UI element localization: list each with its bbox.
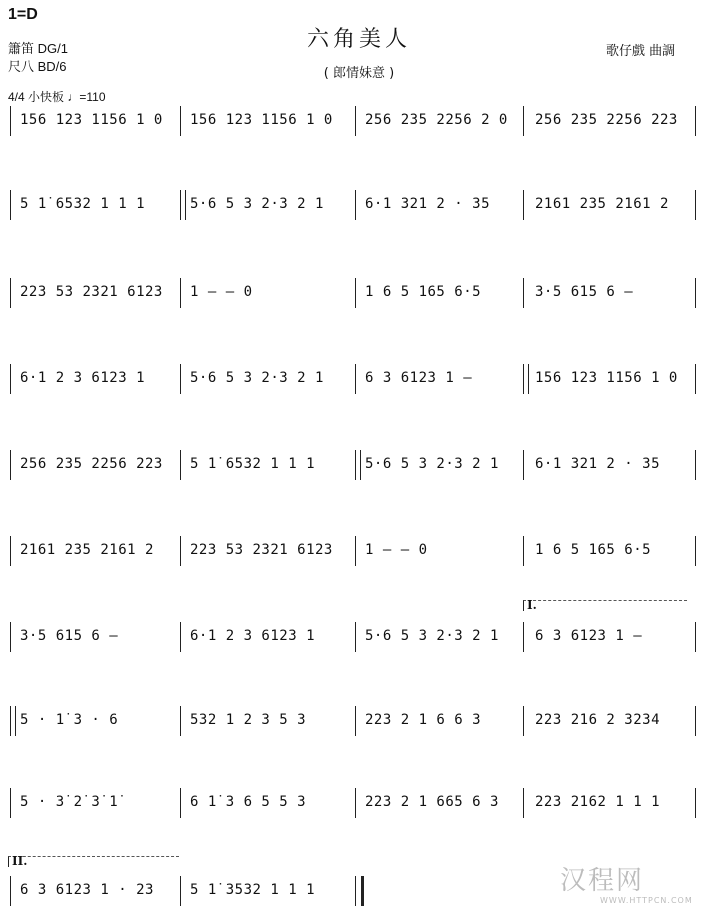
ending-1-label: I. [527,598,537,612]
subtitle: ( 郎情妹意 ) [323,66,395,81]
bar-line [10,450,11,480]
bar-line [355,364,356,394]
bar-line [695,536,696,566]
page-title: 六角美人 [306,27,411,52]
bar-line [10,536,11,566]
bar-line [180,536,181,566]
measure: 5·6 5 3 2·3 2 1 [190,196,324,212]
score-row [0,534,718,574]
bar-line [695,450,696,480]
bar-line [180,706,181,736]
measure: 5 · 1̇ 3 · 6 [20,712,119,728]
measure: 5 · 3̇ 2̇ 3̇ 1̇ [20,794,119,810]
measure: 6·1 2 3 6123 1 [20,370,146,386]
bar-line [10,706,16,736]
measure: 3·5 615 6 – [535,284,634,300]
bar-line [355,106,356,136]
bar-line [523,278,524,308]
bar-line [355,788,356,818]
instrument-1: 簫笛 DG/1 [8,41,68,56]
bar-line [523,788,524,818]
measure: 156 123 1156 1 0 [190,112,333,128]
score-row [0,362,718,402]
score-row [0,104,718,144]
score-row [0,786,718,826]
measure: 223 53 2321 6123 [190,542,333,558]
measure: 5 1̇ 3532 1 1 1 [190,882,316,898]
bar-line [10,364,11,394]
measure: 1 – – 0 [365,542,428,558]
bar-line [695,706,696,736]
bar-line [10,876,11,906]
measure: 156 123 1156 1 0 [20,112,163,128]
bar-line [355,622,356,652]
ending-2-bracket [8,856,179,867]
measure: 6 3 6123 1 – [365,370,473,386]
bar-line [180,622,181,652]
measure: 5·6 5 3 2·3 2 1 [190,370,324,386]
measure: 6·1 321 2 · 35 [365,196,491,212]
bar-line [10,622,11,652]
measure: 532 1 2 3 5 3 [190,712,307,728]
measure: 256 235 2256 223 [535,112,678,128]
measure: 3·5 615 6 – [20,628,119,644]
bar-line [10,190,11,220]
bar-line [355,706,356,736]
composer-credit: 歌仔戲 曲調 [606,44,676,59]
bar-line [355,450,361,480]
measure: 5 1̇ 6532 1 1 1 [20,196,146,212]
score-row [0,276,718,316]
bar-line [523,622,524,652]
measure: 223 53 2321 6123 [20,284,163,300]
bar-line [180,364,181,394]
measure: 223 2 1 665 6 3 [365,794,499,810]
measure: 223 2 1 6 6 3 [365,712,482,728]
bar-line [180,450,181,480]
instrument-2: 尺八 BD/6 [8,59,67,74]
bar-line [695,622,696,652]
bar-line [180,876,181,906]
bar-line [523,450,524,480]
watermark-logo: 汉程网 [560,866,645,896]
bar-line [10,788,11,818]
bar-line [523,106,524,136]
measure: 6 3 6123 1 – [535,628,643,644]
bar-line [695,364,696,394]
measure: 6·1 2 3 6123 1 [190,628,316,644]
measure: 2161 235 2161 2 [20,542,154,558]
score-row [0,620,718,660]
bar-line [180,190,186,220]
ending-1-bracket [523,600,687,611]
measure: 256 235 2256 2 0 [365,112,508,128]
bar-line [180,788,181,818]
measure: 2161 235 2161 2 [535,196,669,212]
measure: 5 1̇ 6532 1 1 1 [190,456,316,472]
bar-line [180,278,181,308]
measure: 223 2162 1 1 1 [535,794,661,810]
measure: 5·6 5 3 2·3 2 1 [365,456,499,472]
bar-line [355,536,356,566]
key-signature: 1=D [8,6,38,23]
bar-line [10,278,11,308]
bar-line [355,876,364,906]
ending-2-label: II. [12,854,28,868]
measure: 1 – – 0 [190,284,253,300]
bar-line [355,278,356,308]
score-row [0,448,718,488]
bar-line [695,190,696,220]
bar-line [523,536,524,566]
measure: 1 6 5 165 6·5 [535,542,652,558]
watermark-url: WWW.HTTPCN.COM [600,896,693,905]
bar-line [180,106,181,136]
measure: 6 3 6123 1 · 23 [20,882,154,898]
measure: 156 123 1156 1 0 [535,370,678,386]
bar-line [523,190,524,220]
bar-line [355,190,356,220]
measure: 6 1̇ 3 6 5 5 3 [190,794,307,810]
score-row [0,704,718,744]
measure: 223 216 2 3234 [535,712,661,728]
bar-line [523,706,524,736]
measure: 5·6 5 3 2·3 2 1 [365,628,499,644]
bar-line [695,788,696,818]
bar-line [695,106,696,136]
score-row [0,188,718,228]
tempo-marking: 4/4 小快板 ♩=110 [8,90,106,104]
bar-line [695,278,696,308]
measure: 1 6 5 165 6·5 [365,284,482,300]
measure: 6·1 321 2 · 35 [535,456,661,472]
bar-line [10,106,11,136]
measure: 256 235 2256 223 [20,456,163,472]
bar-line [523,364,529,394]
